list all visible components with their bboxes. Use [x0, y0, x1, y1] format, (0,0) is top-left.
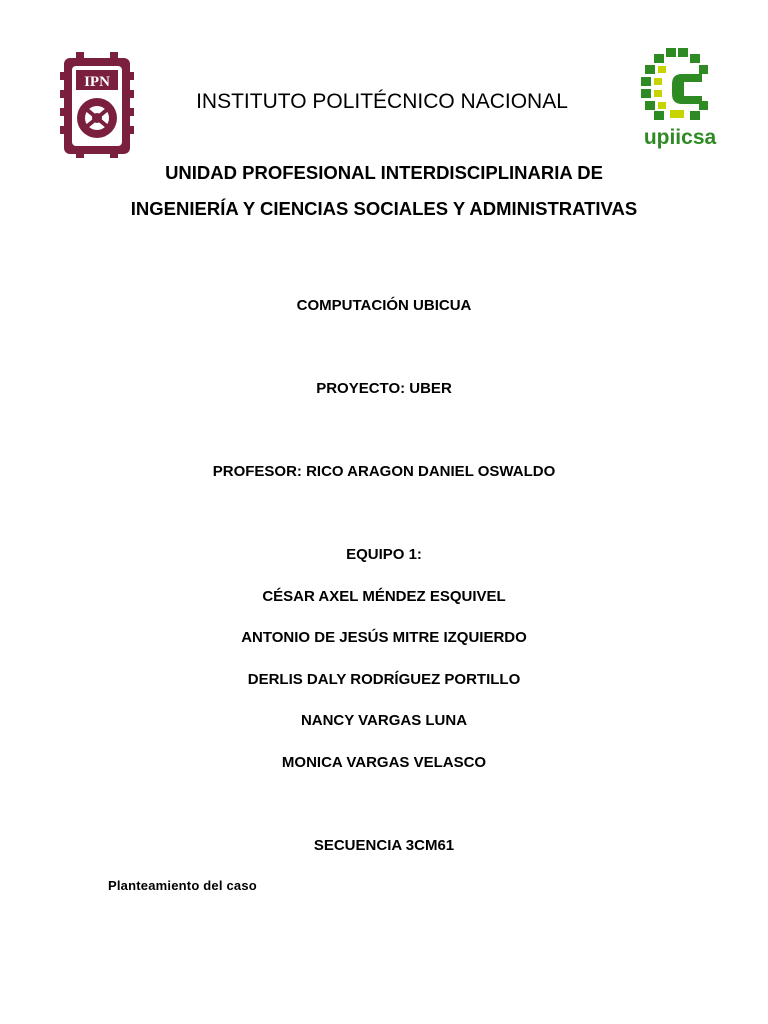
project-title: PROYECTO: UBER — [316, 380, 452, 397]
subject-title: COMPUTACIÓN UBICUA — [296, 297, 472, 314]
team-member: DERLIS DALY RODRÍGUEZ PORTILLO — [247, 671, 521, 688]
sequence-label: SECUENCIA 3CM61 — [313, 837, 455, 854]
ipn-logo-text: IPN — [84, 74, 110, 90]
section-heading: Planteamiento del caso — [108, 878, 257, 893]
team-member: ANTONIO DE JESÚS MITRE IZQUIERDO — [241, 629, 527, 646]
institute-title: INSTITUTO POLITÉCNICO NACIONAL — [196, 90, 568, 113]
team-title: EQUIPO 1: — [346, 546, 422, 563]
unit-title-line-2: INGENIERÍA Y CIENCIAS SOCIALES Y ADMINISTRATIVAS — [130, 198, 638, 219]
professor-name: PROFESOR: RICO ARAGON DANIEL OSWALDO — [212, 463, 556, 480]
upiicsa-logo-text: upiicsa — [643, 126, 717, 149]
unit-title-line-1: UNIDAD PROFESIONAL INTERDISCIPLINARIA DE — [165, 162, 603, 183]
team-member: NANCY VARGAS LUNA — [300, 712, 468, 729]
team-member: CÉSAR AXEL MÉNDEZ ESQUIVEL — [262, 588, 506, 605]
team-member: MONICA VARGAS VELASCO — [281, 754, 487, 771]
